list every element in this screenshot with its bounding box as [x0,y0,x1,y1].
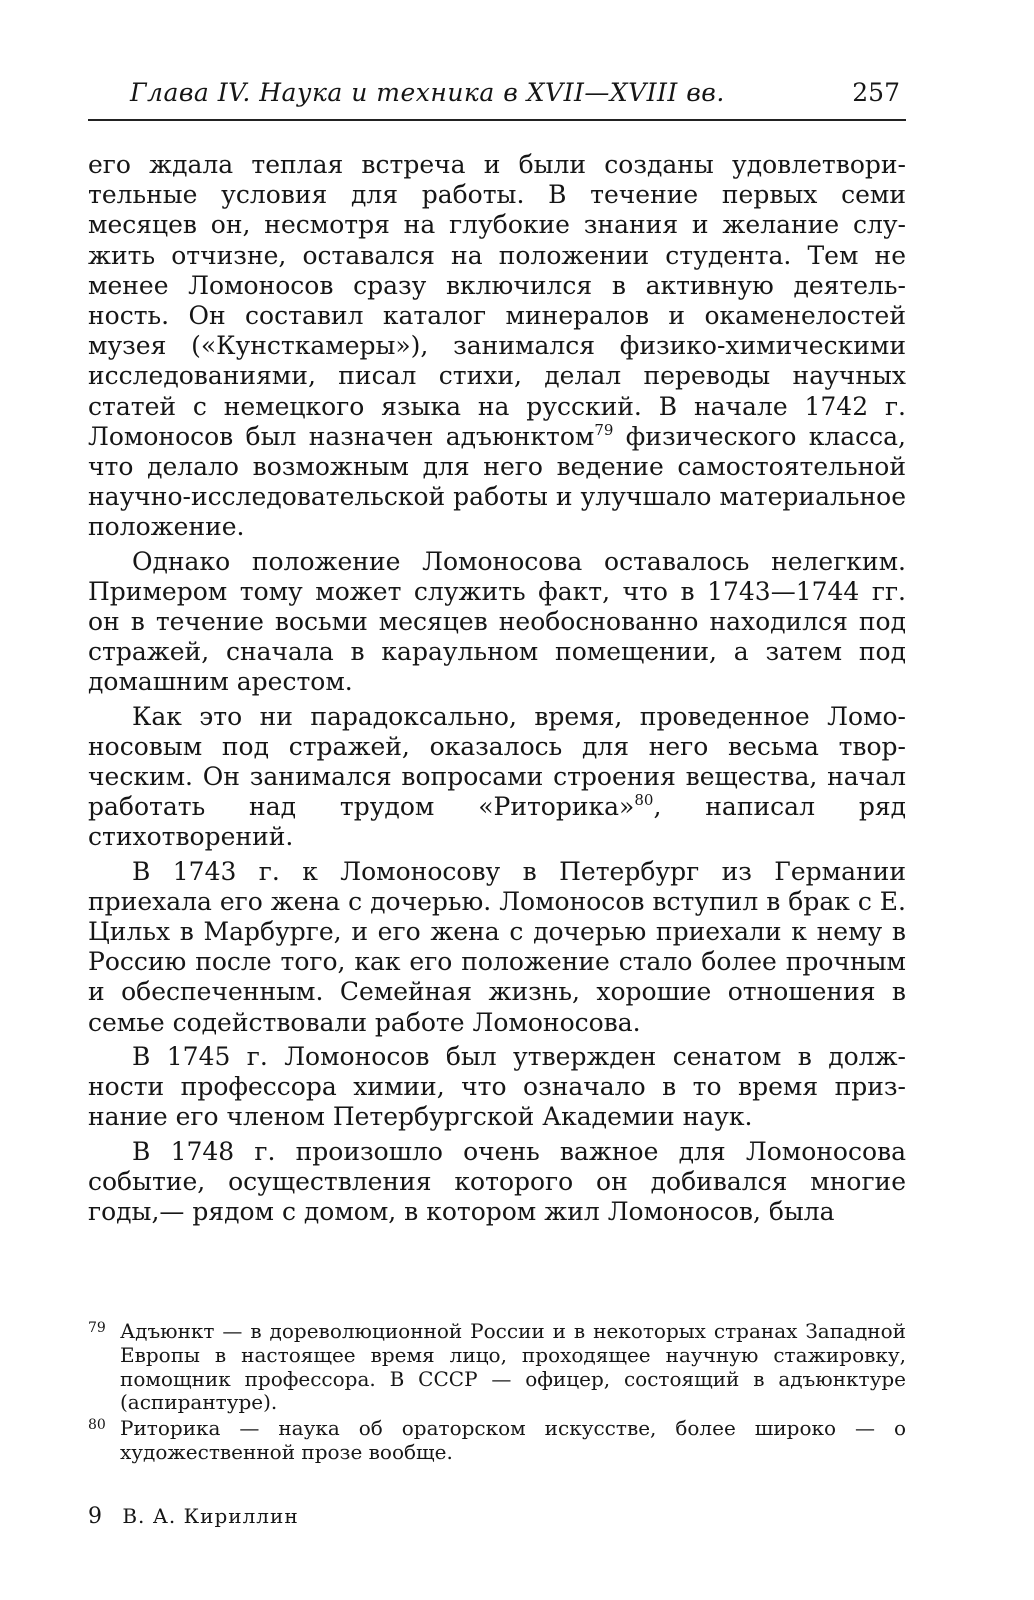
paragraph [88,150,906,543]
footnote [88,1320,906,1415]
paragraph [88,547,906,698]
signature-number: 9 [88,1504,102,1529]
paragraph-text: , написал ряд стихотворений. [88,792,906,852]
footnotes [88,1320,906,1467]
footnote-mark: 79 [88,1320,106,1336]
running-head [88,78,908,118]
paragraph-text: физического класса, что делало возможным для него ведение самостоятельной научно-исследовательской работы и улучшало материальное положение. [88,421,906,542]
page-number: 257 [852,78,900,107]
paragraph-text: Как это ни парадоксально, время, проведенное Ломоносовым под стражей, оказалось для него весьма творческим. Он занимался вопросами строения вещества, начал работать над трудом «Риторика» [88,701,906,822]
footnote-text: Риторика — наука об ораторском искусстве, более широко — о художественной прозе вообще. [120,1416,906,1464]
paragraph [88,702,906,853]
paragraph-text: В 1743 г. к Ломоносову в Петербург из Германии приехала его жена с дочерью. Ломоносов вступил в брак с Е. Цильх в Марбурге, и его жена с дочерью приехали к нему в Россию после того, как его положение стало более прочным и обеспеченным. Семейная жизнь, хорошие отношения в семье содействовали работе Ломоносова. [88,856,906,1037]
footnote-mark: 80 [88,1417,106,1434]
chapter-title: Глава IV. Наука и техника в XVII—XVIII вв. [130,78,725,107]
footnote-reference: 79 [594,420,614,439]
header-rule [88,119,906,121]
paragraph-text: В 1748 г. произошло очень важное для Ломоносова событие, осуществления которого он добивался многие годы,— рядом с домом, в котором жил Ломоносов, была [88,1136,906,1226]
paragraph [88,1042,906,1133]
footnote-text: Адъюнкт — в дореволюционной России и в некоторых странах Западной Европы в настоящее время лицо, проходящее научную стажировку, помощник профессора. В СССР — офицер, состоящий в адъюнктуре (аспирантуре). [120,1319,906,1415]
paragraph [88,857,906,1038]
footnote-reference: 80 [634,791,654,810]
signature-text: В. А. Кириллин [122,1504,299,1528]
paragraph-text: Однако положение Ломоносова оставалось нелегким. Примером тому может служить факт, что в 1743—1744 гг. он в течение восьми месяцев необоснованно находился под стражей, сначала в караульном помещении, а затем под домашним арестом. [88,546,906,697]
paragraph-text: его ждала теплая встреча и были созданы удовлетворительные условия для работы. В течение первых семи месяцев он, несмотря на глубокие знания и желание служить отчизне, оставался на положении студента. Тем не менее Ломоносов сразу включился в активную деятельность. Он составил каталог минералов и окаменелостей музея («Кунсткамеры»), занимался физико-химическими исследованиями, писал стихи, делал переводы научных статей с немецкого языка на русский. В начале 1742 г. Ломоносов был назначен адъюнктом [88,150,906,451]
paragraph [88,1137,906,1228]
paragraph-text: В 1745 г. Ломоносов был утвержден сенатом в должности профессора химии, что означало в то время признание его членом Петербургской Академии наук. [88,1041,906,1132]
body-text [88,150,906,1231]
footnote [88,1417,906,1465]
signature-line [88,1504,299,1529]
